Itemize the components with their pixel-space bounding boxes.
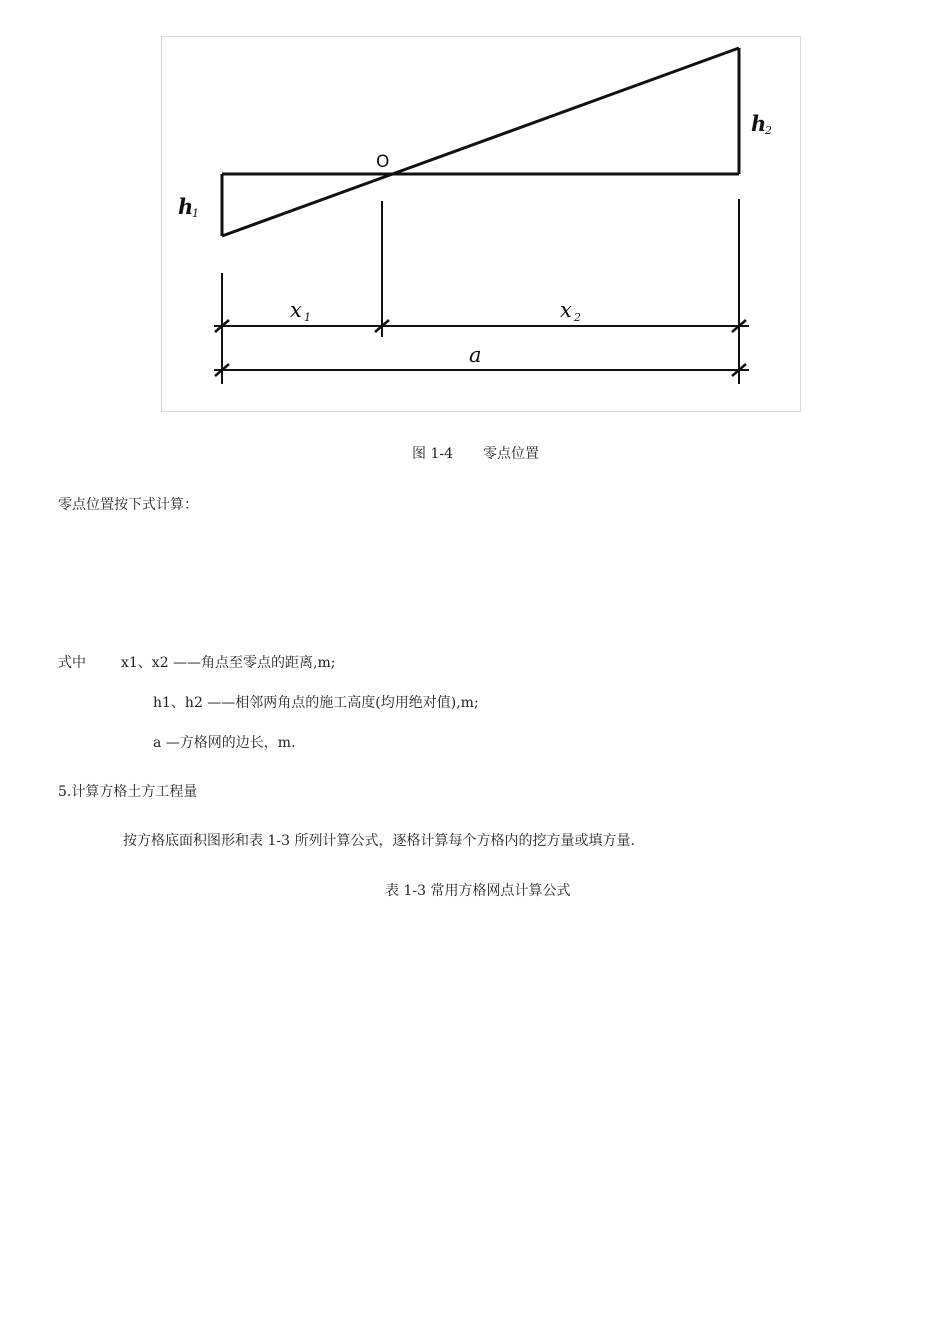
- h1-label: h: [178, 194, 194, 219]
- where-label: 式中: [58, 655, 86, 671]
- figure-caption-title: 零点位置: [483, 446, 539, 462]
- figure-caption-number: 图 1-4: [412, 446, 453, 462]
- x2-subscript: 2: [574, 311, 581, 324]
- figure-caption: [412, 445, 539, 463]
- x1-subscript: 1: [304, 311, 311, 324]
- table-caption: 表 1-3 常用方格网点计算公式: [385, 883, 571, 899]
- definition-a: a —方格网的边长，m.: [153, 735, 296, 751]
- definition-h: h1、h2 ——相邻两角点的施工高度(均用绝对值),m;: [153, 695, 479, 711]
- body-paragraph: 按方格底面积图形和表 1-3 所列计算公式，逐格计算每个方格内的挖方量或填方量.: [123, 833, 635, 849]
- zero-point-diagram: [162, 37, 802, 413]
- x1-label: x: [290, 298, 302, 322]
- slope-line: [222, 48, 739, 236]
- zero-point-figure: [161, 36, 801, 412]
- h2-label: h: [751, 111, 767, 136]
- a-label: a: [469, 343, 482, 367]
- section-heading: 5.计算方格土方工程量: [58, 784, 198, 800]
- h1-subscript: 1: [192, 207, 199, 220]
- zero-point-label: O: [376, 152, 390, 172]
- x2-label: x: [560, 298, 572, 322]
- definition-x: x1、x2 ——角点至零点的距离,m;: [121, 655, 336, 671]
- h2-subscript: 2: [765, 124, 772, 137]
- formula-intro: 零点位置按下式计算：: [58, 497, 198, 513]
